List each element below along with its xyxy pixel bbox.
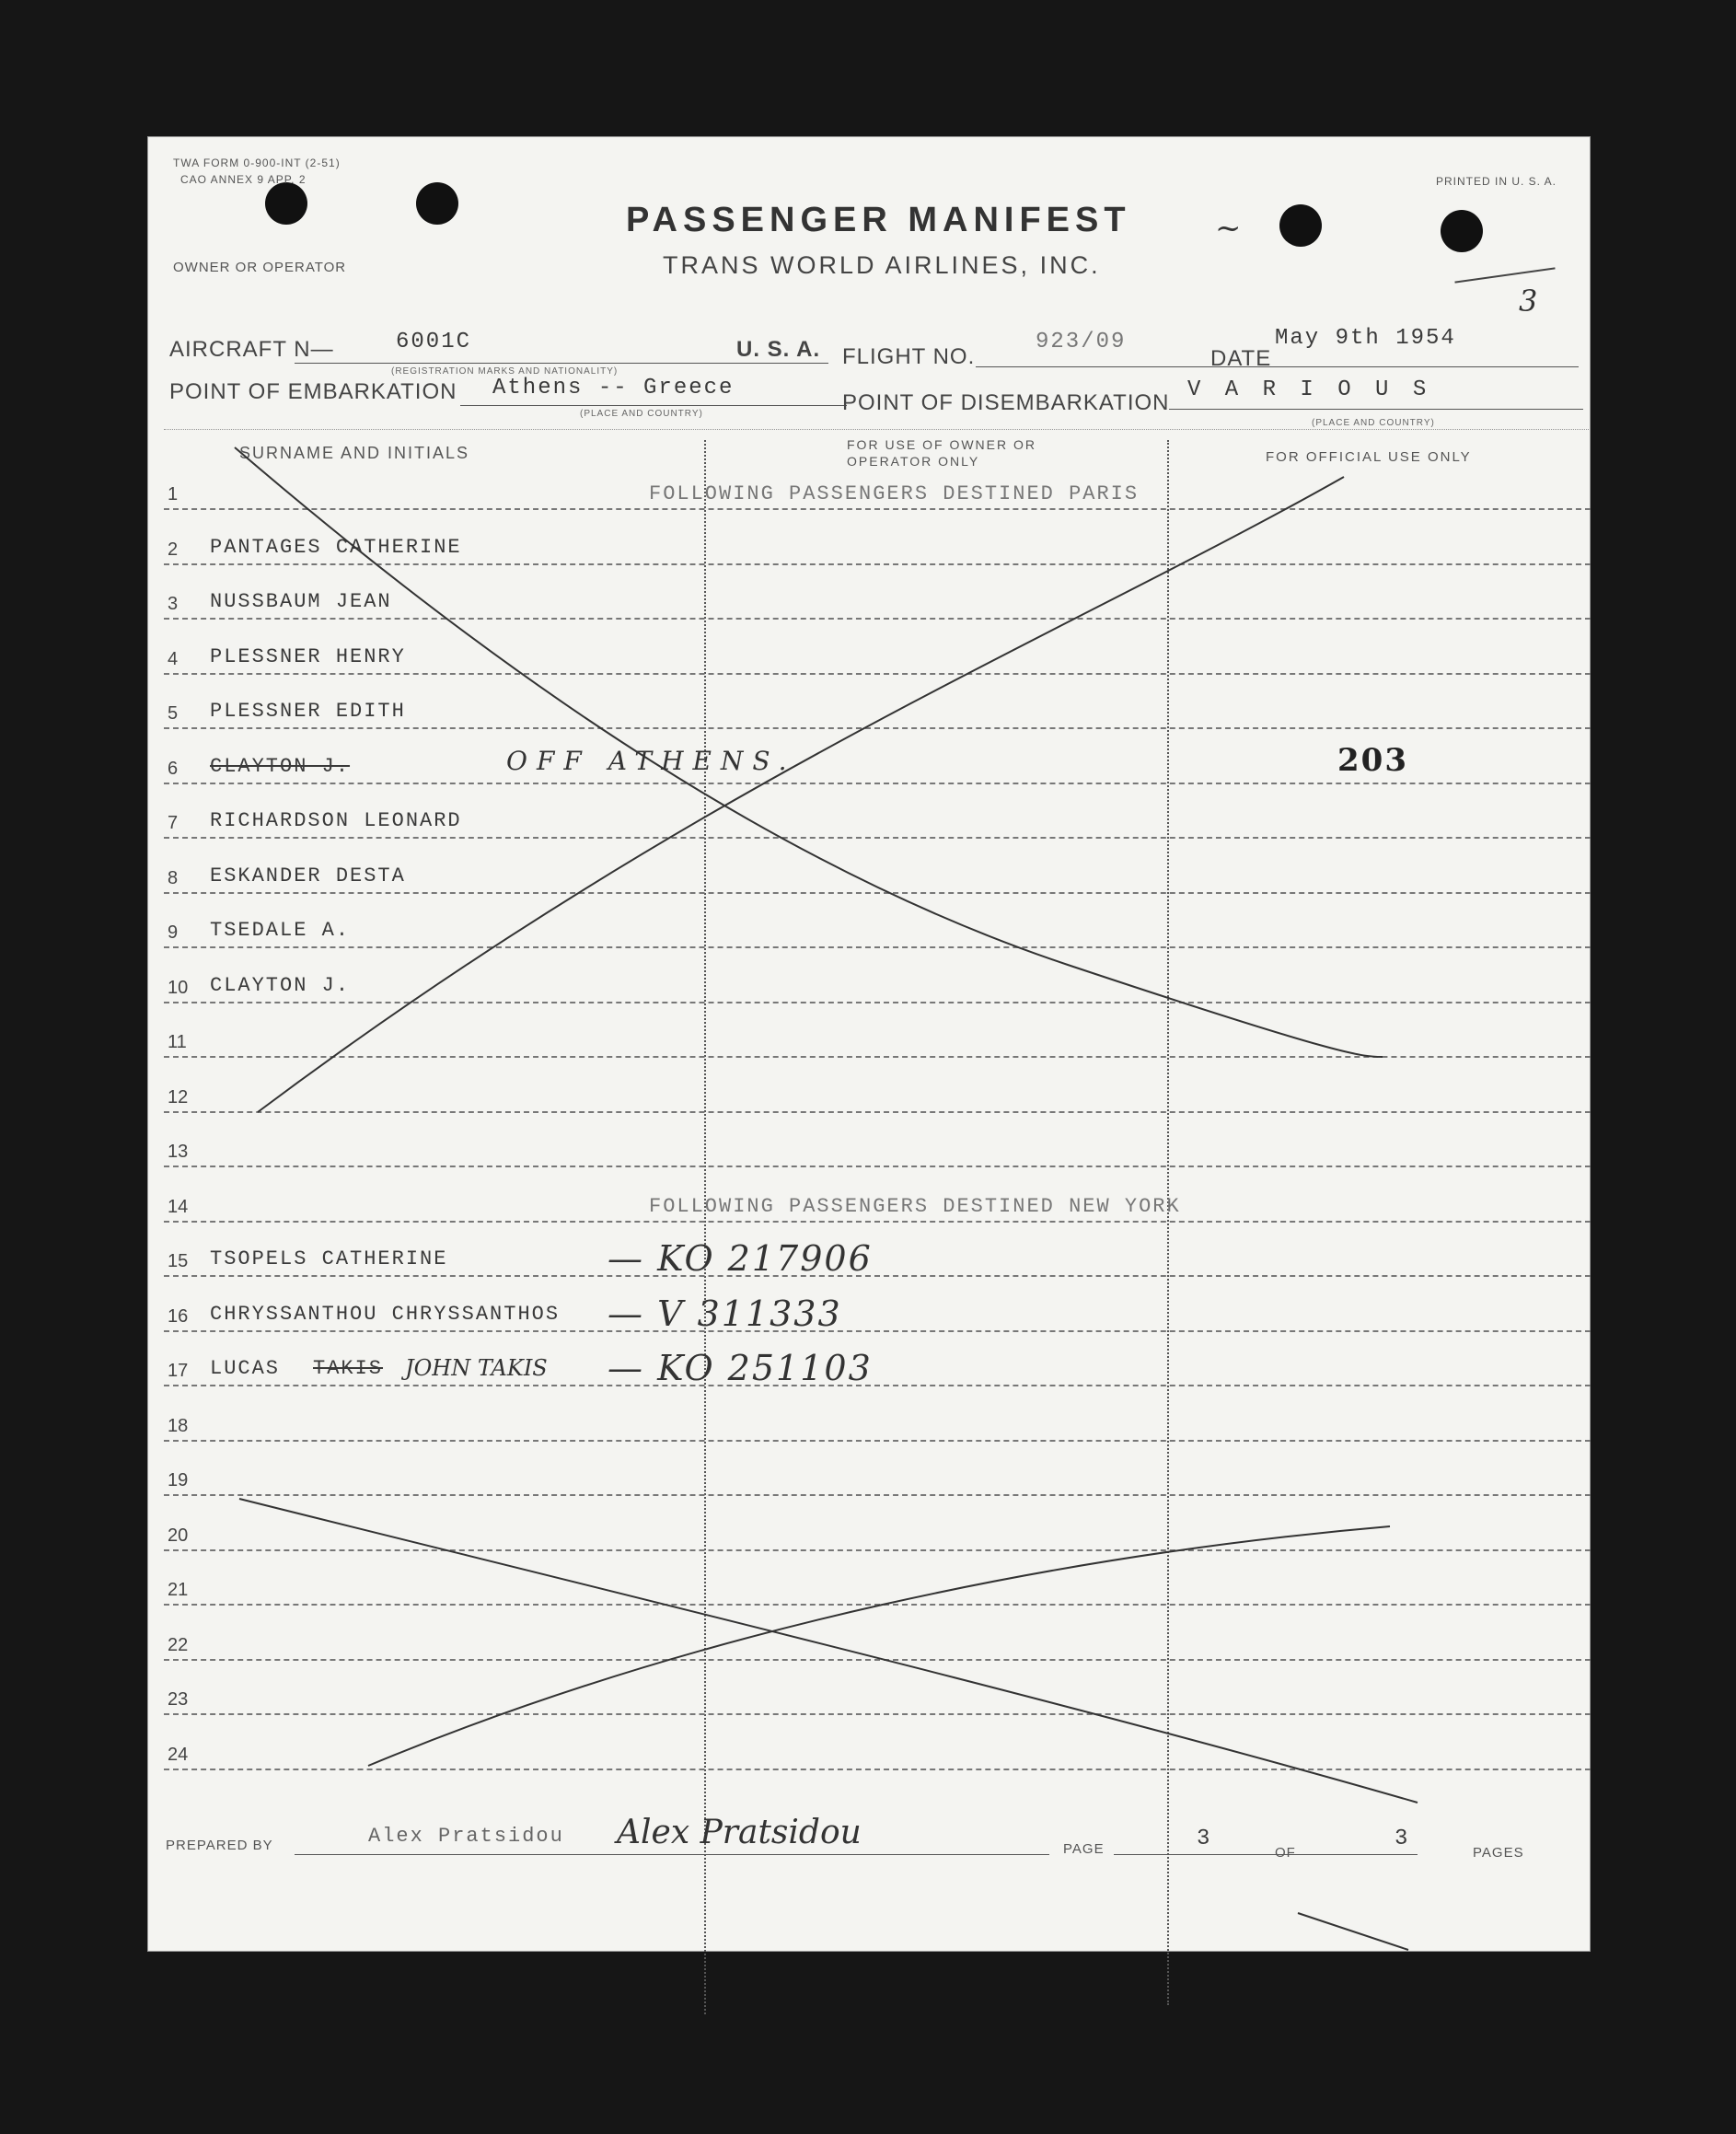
disembark-value: V A R I O U S — [1187, 377, 1432, 402]
col-surname: SURNAME AND INITIALS — [239, 444, 470, 462]
crossout-line — [258, 477, 1344, 1112]
crossout-line — [239, 1499, 1418, 1803]
passenger-name: PANTAGES CATHERINE — [210, 536, 462, 559]
row-number: 9 — [168, 922, 179, 943]
handwritten-name: JOHN TAKIS — [405, 1355, 548, 1381]
manifest-page — [147, 136, 1591, 1952]
place-note-2: (PLACE AND COUNTRY) — [1312, 418, 1435, 428]
row-number: 15 — [168, 1251, 189, 1271]
row-number: 22 — [168, 1635, 189, 1655]
crossout-line — [235, 447, 1383, 1057]
passenger-name: CHRYSSANTHOU CHRYSSANTHOS — [210, 1303, 561, 1326]
page-title: PASSENGER MANIFEST — [626, 201, 1131, 239]
row-number: 14 — [168, 1197, 189, 1217]
row-number: 19 — [168, 1470, 189, 1490]
col-owner-use: FOR USE OF OWNER OR OPERATOR ONLY — [847, 437, 1036, 469]
of-value: 3 — [1395, 1827, 1410, 1851]
usa-label: U. S. A. — [736, 337, 821, 362]
row-number: 20 — [168, 1525, 189, 1546]
of-label: OF — [1275, 1845, 1296, 1861]
place-note: (PLACE AND COUNTRY) — [580, 409, 703, 419]
aircraft-value: 6001C — [396, 330, 472, 354]
official-stamp: 203 — [1337, 742, 1408, 779]
row-number: 11 — [168, 1032, 187, 1052]
passenger-name: ESKANDER DESTA — [210, 864, 406, 887]
pages-label: PAGES — [1473, 1845, 1524, 1861]
embark-label: POINT OF EMBARKATION — [169, 379, 457, 404]
printed-note: PRINTED IN U. S. A. — [1436, 175, 1557, 188]
handwritten-note: OFF ATHENS. — [506, 746, 796, 776]
row-number: 1 — [168, 484, 179, 505]
registration-note: (REGISTRATION MARKS AND NATIONALITY) — [391, 366, 619, 377]
flight-label: FLIGHT NO. — [842, 344, 976, 369]
handwritten-note: — V 311333 — [608, 1293, 842, 1334]
row-number: 13 — [168, 1142, 189, 1162]
form-id: TWA FORM 0-900-INT (2-51) — [173, 157, 341, 169]
top-right-fraction: 3 — [1519, 284, 1538, 319]
date-value: May 9th 1954 — [1275, 326, 1456, 351]
stray-mark — [1298, 1913, 1408, 1950]
form-annex: CAO ANNEX 9 APP. 2 — [180, 173, 307, 186]
airline-name: TRANS WORLD AIRLINES, INC. — [663, 251, 1101, 279]
col-official-use: FOR OFFICIAL USE ONLY — [1266, 449, 1472, 465]
section-note: FOLLOWING PASSENGERS DESTINED PARIS — [649, 482, 1140, 505]
passenger-name: PLESSNER HENRY — [210, 645, 406, 668]
struck-name: TAKIS — [313, 1357, 384, 1380]
row-number: 7 — [168, 813, 179, 833]
row-number: 10 — [168, 978, 189, 998]
embark-value: Athens -- Greece — [492, 376, 735, 400]
page-label: PAGE — [1063, 1841, 1105, 1857]
flight-value: 923/09 — [1036, 330, 1127, 354]
handwritten-mark: ~ — [1215, 210, 1242, 247]
passenger-name: CLAYTON J. — [210, 974, 351, 997]
owner-label: OWNER OR OPERATOR — [173, 260, 347, 275]
section-note: FOLLOWING PASSENGERS DESTINED NEW YORK — [649, 1195, 1181, 1218]
disembark-label: POINT OF DISEMBARKATION — [842, 390, 1170, 415]
passenger-name: TSEDALE A. — [210, 919, 351, 942]
crossout-strokes — [147, 136, 1591, 1952]
passenger-name: LUCAS — [210, 1357, 281, 1380]
row-number: 3 — [168, 594, 179, 614]
prepared-value: Alex Pratsidou — [368, 1825, 564, 1848]
signature: Alex Pratsidou — [617, 1814, 862, 1851]
row-number: 23 — [168, 1689, 189, 1710]
row-number: 5 — [168, 703, 179, 724]
passenger-name: PLESSNER EDITH — [210, 700, 406, 723]
row-number: 21 — [168, 1580, 189, 1600]
passenger-name: RICHARDSON LEONARD — [210, 809, 462, 832]
row-number: 12 — [168, 1087, 189, 1108]
row-number: 4 — [168, 649, 179, 669]
row-number: 18 — [168, 1416, 189, 1436]
row-number: 2 — [168, 539, 179, 560]
handwritten-note: — KO 217906 — [608, 1238, 873, 1279]
row-number: 17 — [168, 1361, 189, 1381]
date-label: DATE — [1210, 346, 1272, 371]
row-number: 8 — [168, 868, 179, 888]
row-number: 16 — [168, 1306, 189, 1327]
crossout-line — [368, 1526, 1390, 1766]
passenger-name: NUSSBAUM JEAN — [210, 590, 392, 613]
handwritten-note: — KO 251103 — [608, 1348, 873, 1388]
passenger-name: TSOPELS CATHERINE — [210, 1247, 448, 1270]
row-number: 24 — [168, 1745, 189, 1765]
aircraft-label: AIRCRAFT N— — [169, 337, 334, 362]
row-number: 6 — [168, 759, 179, 779]
prepared-label: PREPARED BY — [166, 1838, 273, 1853]
page-value: 3 — [1197, 1827, 1212, 1851]
passenger-name: CLAYTON J. — [210, 755, 351, 778]
